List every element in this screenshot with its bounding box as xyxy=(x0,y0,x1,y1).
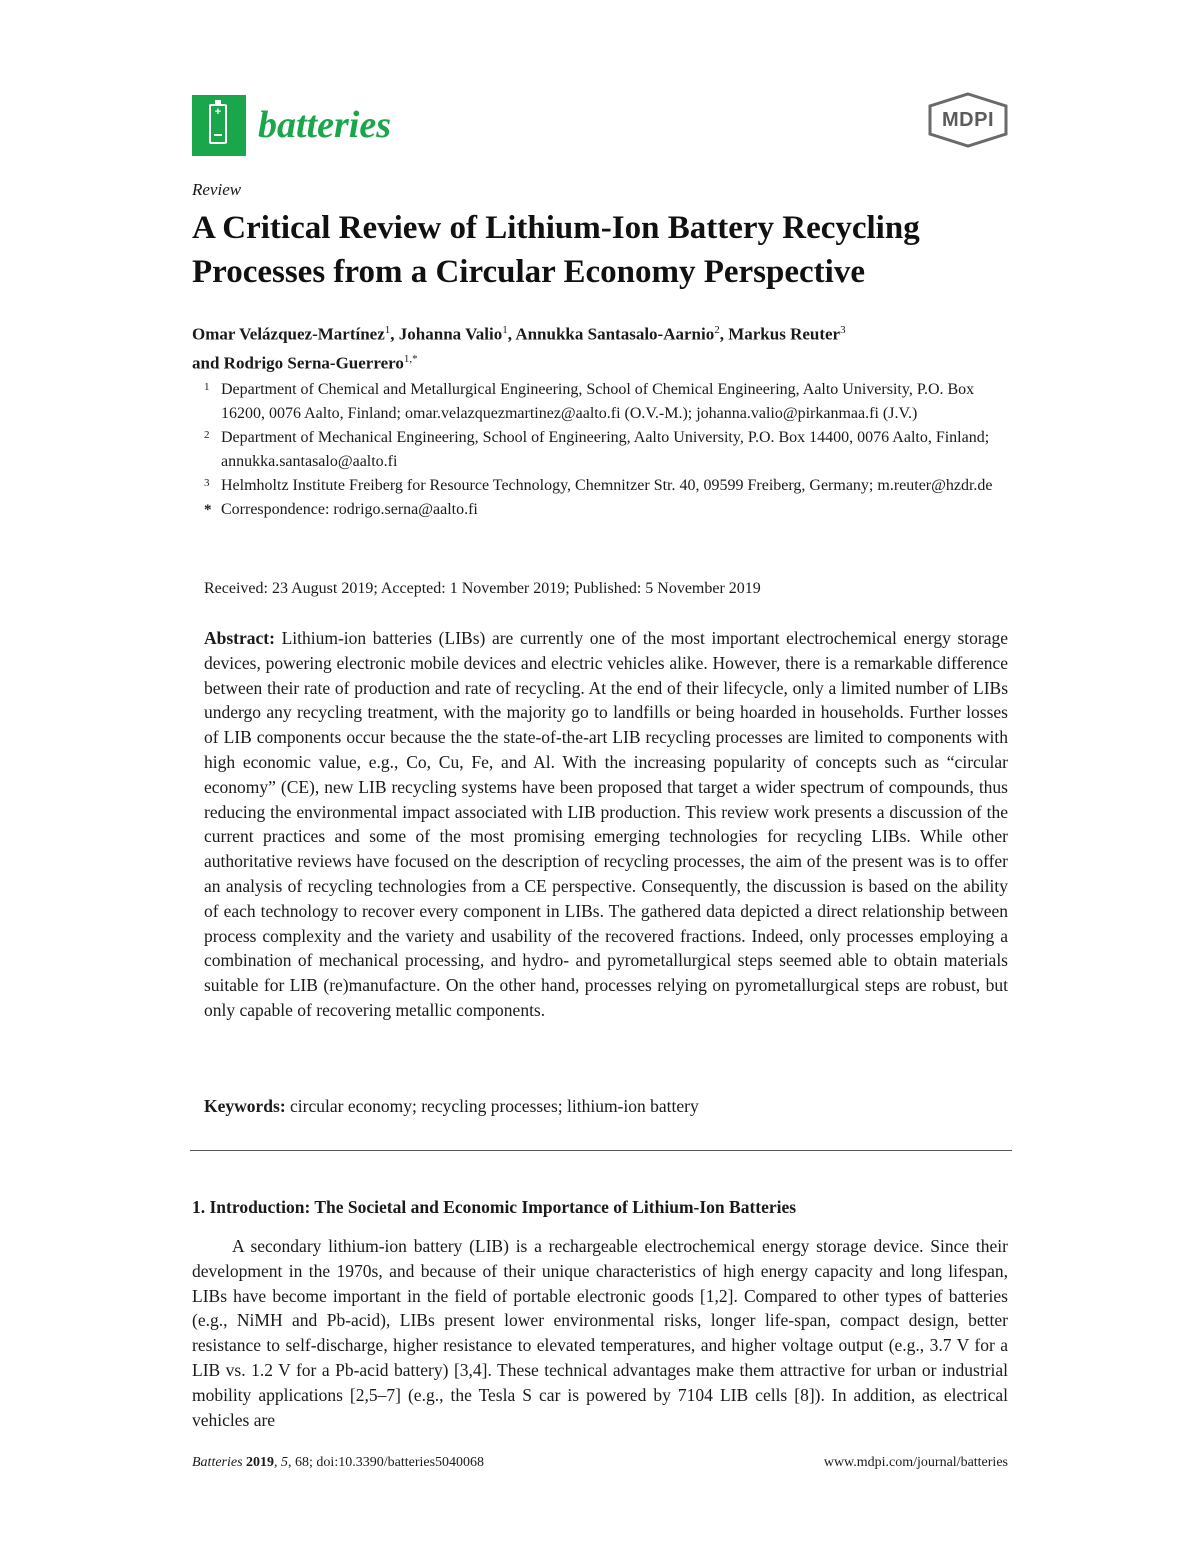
keywords-label: Keywords: xyxy=(204,1096,286,1116)
author-name: Rodrigo Serna-Guerrero xyxy=(223,353,404,373)
affiliation-item xyxy=(204,426,1004,474)
publication-dates: Received: 23 August 2019; Accepted: 1 November 2019; Published: 5 November 2019 xyxy=(204,580,761,597)
journal-name: batteries xyxy=(258,104,391,146)
intro-paragraph: A secondary lithium-ion battery (LIB) is a rechargeable electrochemical energy storage device. Since their development in the 1970s, and because of their unique characteristics of high energy capacity and long lifespan, LIBs have become important in the field of portable electronic goods [1,2]. Compared to other types of batteries (e.g., NiMH and Pb-acid), LIBs present lower environmental risks, longer life-span, compact design, better resistance to self-discharge, higher resistance to elevated temperatures, and higher voltage output (e.g., 3.7 V for a LIB vs. 1.2 V for a Pb-acid battery) [3,4]. These technical advantages make them attractive for urban or industrial mobility applications [2,5–7] (e.g., the Tesla S car is powered by 7104 LIB cells [8]). In addition, as electrical vehicles are xyxy=(192,1236,1008,1430)
footer-journal: Batteries xyxy=(192,1455,243,1470)
author-affil-mark: 1 xyxy=(384,324,391,336)
author-name: Markus Reuter xyxy=(728,324,841,344)
article-title: A Critical Review of Lithium-Ion Battery Recycling Processes from a Circular Economy Perspective xyxy=(192,210,920,290)
keywords-text: circular economy; recycling processes; lithium-ion battery xyxy=(290,1096,699,1116)
correspondence-text: Correspondence: rodrigo.serna@aalto.fi xyxy=(221,501,478,518)
keywords xyxy=(204,1096,699,1117)
journal-url: www.mdpi.com/journal/batteries xyxy=(823,1455,1008,1470)
author-affil-mark: 3 xyxy=(840,324,846,336)
author-separator: , xyxy=(390,324,399,344)
article-type: Review xyxy=(192,180,242,199)
abstract-label: Abstract: xyxy=(204,628,275,648)
author-list xyxy=(192,318,1012,375)
affiliation-list xyxy=(204,378,1004,522)
author-separator: , xyxy=(507,324,516,344)
footer-doi: , 68; doi:10.3390/batteries5040068 xyxy=(288,1455,485,1470)
author-separator: , xyxy=(719,324,729,344)
abstract-text: Lithium-ion batteries (LIBs) are currently one of the most important electrochemical energy storage devices, powering electronic mobile devices and electric vehicles alike. However, there is a remarkable difference between their rate of production and rate of recycling. At the end of their lifecycle, only a limited number of LIBs undergo any recycling treatment, with the majority go to landfills or being hoarded in households. Further losses of LIB components occur because the the state-of-the-art LIB recycling processes are limited to components with high economic value, e.g., Co, Cu, Fe, and Al. With the increasing popularity of concepts such as “circular economy” (CE), new LIB recycling systems have been proposed that target a wider spectrum of compounds, thus reducing the environmental impact associated with LIB production. This review work presents a discussion of the current practices and some of the most promising emerging technologies for recycling LIBs. While other authoritative reviews have focused on the description of recycling processes, the aim of the present was is to offer an analysis of recycling technologies from a CE perspective. Consequently, the discussion is based on the ability of each technology to recover every component in LIBs. The gathered data depicted a direct relationship between process complexity and the variety and usability of the recovered fractions. Indeed, only processes employing a combination of mechanical processing, and hydro- and pyrometallurgical steps seemed able to obtain materials suitable for LIB (re)manufacture. On the other hand, processes relying on pyrometallurgical steps are robust, but only capable of recovering metallic components. xyxy=(204,628,1008,1020)
affiliation-mark: 3 xyxy=(204,477,210,489)
section-heading: 1. Introduction: The Societal and Economic Importance of Lithium-Ion Batteries xyxy=(192,1197,797,1217)
author-name: Annukka Santasalo-Aarnio xyxy=(515,324,715,344)
affiliation-text: Helmholtz Institute Freiberg for Resource Technology, Chemnitzer Str. 40, 09599 Freiberg, Germany; m.reuter@hzdr.de xyxy=(221,477,993,494)
journal-logo-icon xyxy=(192,95,246,156)
correspondence-item xyxy=(204,498,1004,522)
section-divider xyxy=(190,1150,1012,1151)
author-separator: and xyxy=(192,353,224,373)
affiliation-item xyxy=(204,474,1004,498)
abstract xyxy=(204,626,1008,1023)
footer-volume: 5 xyxy=(281,1455,289,1470)
publisher-logo xyxy=(926,92,1010,148)
battery-plus: + xyxy=(214,106,222,118)
battery-minus xyxy=(214,134,222,136)
author-affil-mark: 2 xyxy=(714,324,720,336)
footer-year: 2019 xyxy=(246,1455,275,1470)
citation-footer: Batteries 2019, 5, 68; doi:10.3390/batteries5040068 xyxy=(192,1455,485,1470)
affiliation-item xyxy=(204,378,1004,426)
battery-icon xyxy=(209,104,227,144)
affiliation-text: Department of Chemical and Metallurgical Engineering, School of Chemical Engineering, Aalto University, P.O. Box 16200, 0076 Aalto, Finland; omar.velazquezmartinez@aalto.fi (O.V.-M.); johanna.valio@pirkanmaa.fi (J.V.) xyxy=(221,381,975,422)
publisher-name: MDPI xyxy=(942,109,994,131)
author-affil-mark: 1 xyxy=(502,324,508,336)
author-name: Omar Velázquez-Martínez xyxy=(192,324,385,344)
affiliation-mark: 2 xyxy=(204,429,210,441)
author-name: Johanna Valio xyxy=(398,324,503,344)
affiliation-mark: 1 xyxy=(204,381,210,393)
author-affil-mark: 1,* xyxy=(403,352,418,365)
correspondence-mark: * xyxy=(204,502,212,518)
affiliation-text: Department of Mechanical Engineering, School of Engineering, Aalto University, P.O. Box 14400, 0076 Aalto, Finland; annukka.santasalo@aalto.fi xyxy=(221,429,990,470)
